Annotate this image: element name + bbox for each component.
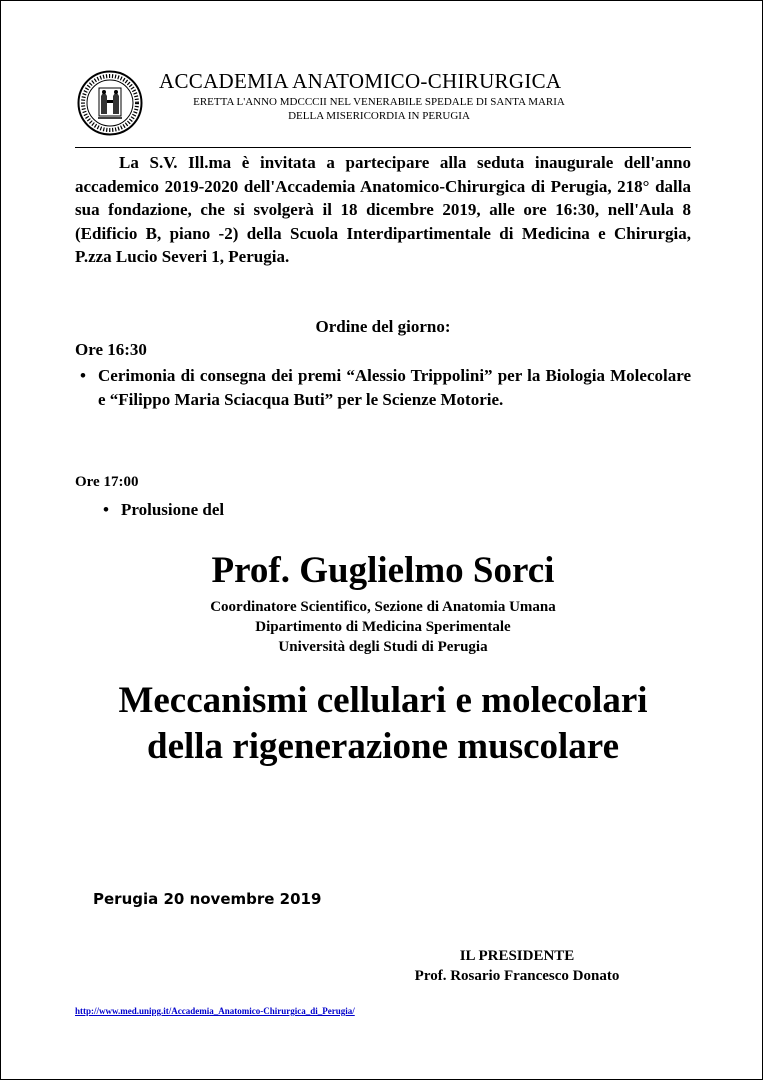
agenda-item-1 <box>80 364 691 411</box>
speaker-affiliation-line-3: Università degli Studi di Perugia <box>278 639 488 655</box>
president-signature-block <box>377 946 657 986</box>
place-and-date: Perugia 20 novembre 2019 <box>93 890 322 908</box>
invitation-paragraph: La S.V. Ill.ma è invitata a partecipare alla seduta inaugurale dell'anno accademico 2019-2020 dell'Accademia Anatomico-Chirurgica di Perugia, 218° dalla sua fondazione, che si svolgerà il 18 dicembre 2019, alle ore 16:30, nell'Aula 8 (Edificio B, piano -2) della Scuola Interdipartimentale di Medicina e Chirurgia, P.zza Lucio Severi 1, Perugia. <box>75 153 691 266</box>
agenda-item-1-text: Cerimonia di consegna dei premi “Alessio Trippolini” per la Biologia Molecolare e “Filippo Maria Sciacqua Buti” per le Scienze Motorie. <box>98 366 691 409</box>
speaker-affiliation <box>75 597 691 657</box>
academy-title: ACCADEMIA ANATOMICO-CHIRURGICA <box>159 69 562 93</box>
academy-subtitle-line-2: DELLA MISERICORDIA IN PERUGIA <box>288 110 470 122</box>
speaker-affiliation-line-2: Dipartimento di Medicina Sperimentale <box>255 619 511 635</box>
bullet-icon: • <box>103 500 109 519</box>
speaker-affiliation-line-1: Coordinatore Scientifico, Sezione di Anatomia Umana <box>210 599 556 615</box>
president-name: Prof. Rosario Francesco Donato <box>414 968 620 984</box>
talk-title <box>41 678 725 770</box>
agenda-heading: Ordine del giorno: <box>315 317 451 336</box>
talk-title-line-1: Meccanismi cellulari e molecolari <box>118 680 648 721</box>
academy-website-link[interactable]: http://www.med.unipg.it/Accademia_Anatomico-Chirurgica_di_Perugia/ <box>75 1006 355 1016</box>
academy-subtitle <box>159 95 599 123</box>
header-divider <box>75 147 691 148</box>
academy-seal-icon <box>77 70 143 136</box>
agenda-time-2: Ore 17:00 <box>75 474 139 490</box>
speaker-name: Prof. Guglielmo Sorci <box>211 550 555 591</box>
academy-subtitle-line-1: ERETTA L'ANNO MDCCCII NEL VENERABILE SPEDALE DI SANTA MARIA <box>193 96 565 108</box>
agenda-time-1: Ore 16:30 <box>75 340 147 359</box>
president-title: IL PRESIDENTE <box>459 948 575 964</box>
bullet-icon: • <box>80 366 86 385</box>
talk-title-line-2: della rigenerazione muscolare <box>147 726 619 767</box>
agenda-item-2-text: Prolusione del <box>121 500 225 519</box>
agenda-item-2 <box>103 498 421 522</box>
